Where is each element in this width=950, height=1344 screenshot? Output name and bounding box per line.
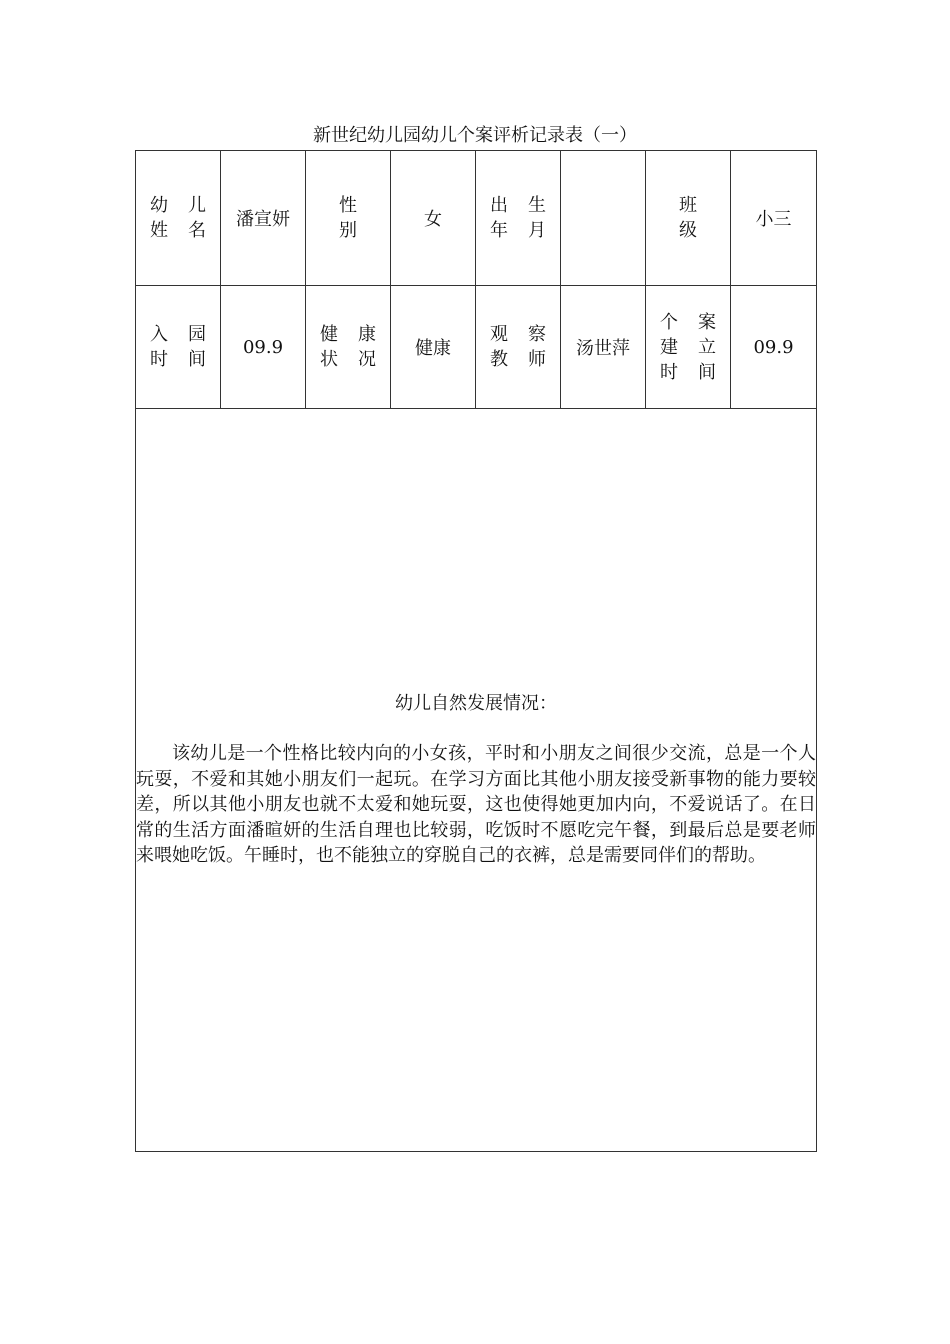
gender-label-cell — [306, 151, 391, 286]
enroll-label-cell — [136, 286, 221, 409]
health-label-cell — [306, 286, 391, 409]
birth-value — [561, 151, 646, 286]
gender-value: 女 — [391, 151, 476, 286]
case-date-label: 个 案 建 立 时 间 — [660, 311, 716, 383]
notes-body: 该幼儿是一个性格比较内向的小女孩，平时和小朋友之间很少交流，总是一个人玩耍，不爱和其她小朋友们一起玩。在学习方面比其他小朋友接受新事物的能力要较差，所以其他小朋友也就不太爱和她玩耍，这也使得她更加内向，不爱说话了。在日常的生活方面潘暄妍的生活自理也比较弱，吃饭时不愿吃完午餐，到最后总是要老师来喂她吃饭。午睡时，也不能独立的穿脱自己的衣裤，总是需要同伴们的帮助。 — [136, 743, 816, 867]
form-title: 新世纪幼儿园幼儿个案评析记录表（一） — [313, 125, 637, 146]
birth-label-cell — [476, 151, 561, 286]
teacher-label-cell — [476, 286, 561, 409]
development-notes-cell — [136, 409, 817, 1152]
enroll-label: 入 园 时 间 — [150, 324, 206, 370]
enroll-value: 09.9 — [221, 286, 306, 409]
teacher-label: 观 察 教 师 — [490, 324, 546, 370]
class-label: 班 级 — [679, 195, 697, 241]
basic-info-row — [136, 151, 817, 286]
class-label-cell — [646, 151, 731, 286]
notes-heading: 幼儿自然发展情况： — [395, 693, 557, 715]
gender-label: 性 别 — [339, 195, 357, 241]
name-value: 潘宣妍 — [221, 151, 306, 286]
record-info-row — [136, 286, 817, 409]
case-date-label-cell — [646, 286, 731, 409]
development-notes-row — [136, 409, 817, 1152]
name-label-cell — [136, 151, 221, 286]
teacher-value: 汤世萍 — [561, 286, 646, 409]
health-label: 健 康 状 况 — [320, 324, 376, 370]
class-value: 小三 — [731, 151, 817, 286]
case-date-value: 09.9 — [731, 286, 817, 409]
case-record-table — [135, 150, 817, 1152]
name-label: 幼 儿 姓 名 — [150, 195, 206, 241]
birth-label: 出 生 年 月 — [490, 195, 546, 241]
health-value: 健康 — [391, 286, 476, 409]
